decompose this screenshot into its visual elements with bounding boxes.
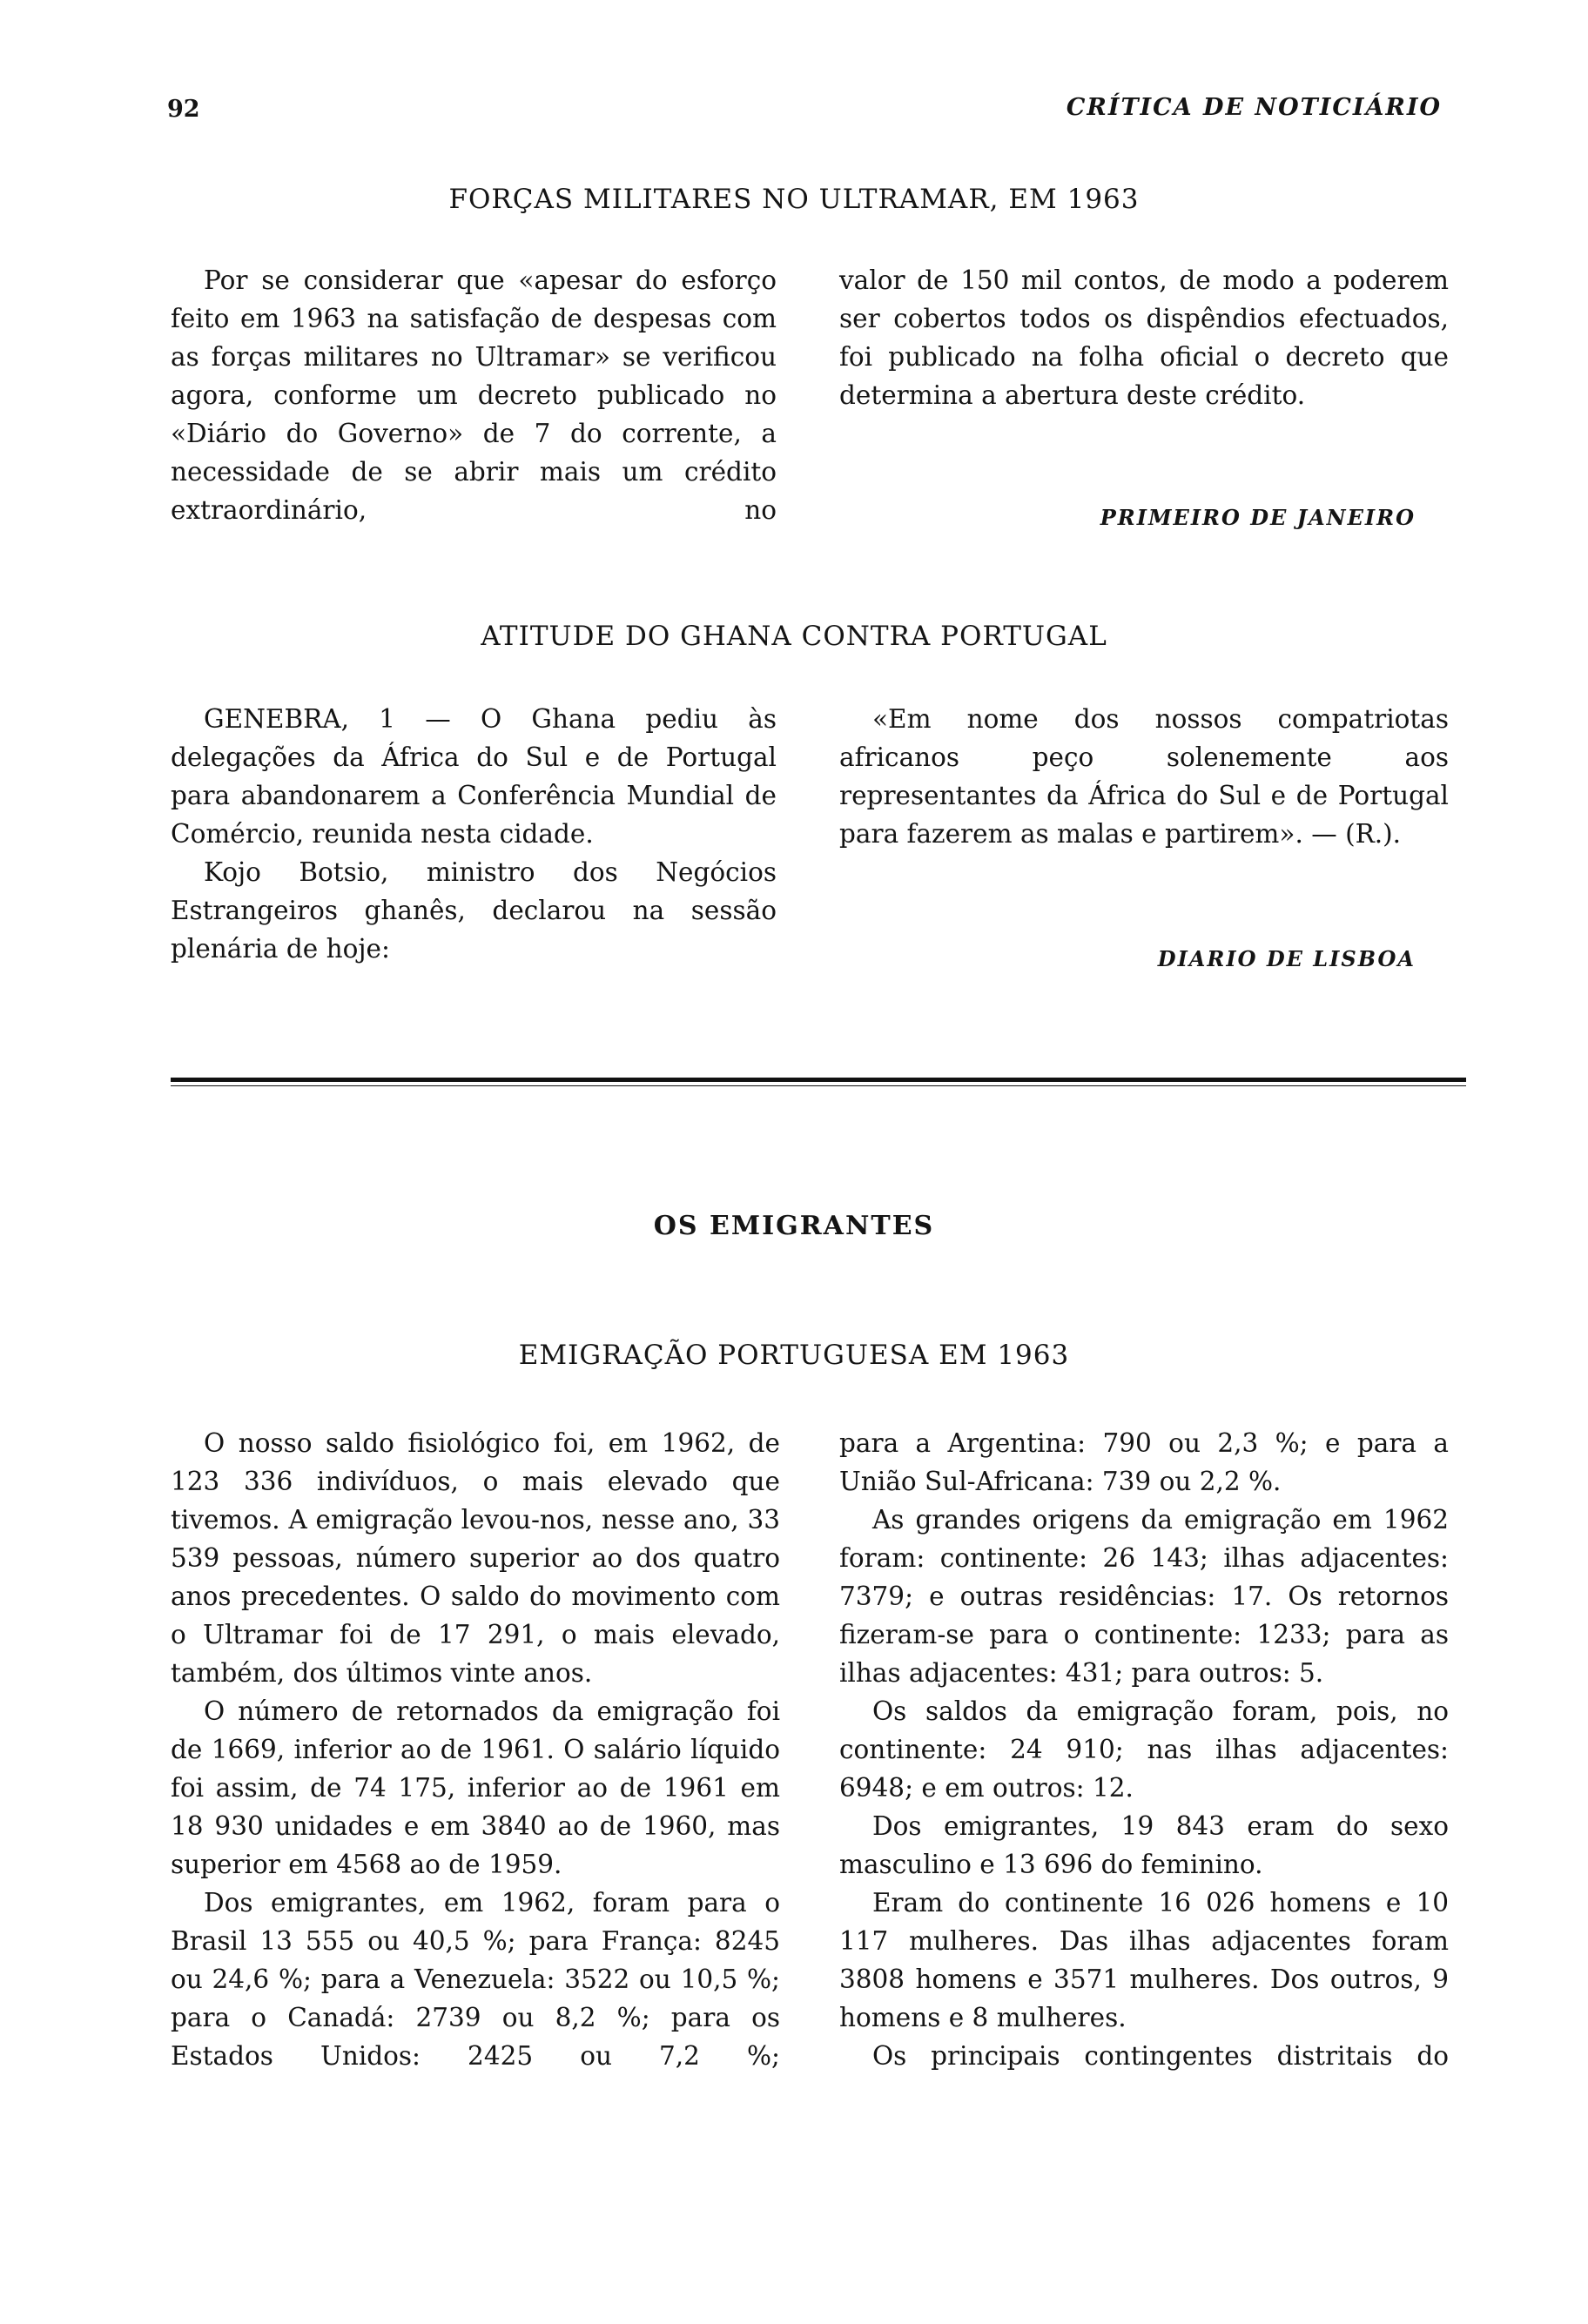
article2-right-column: [839, 700, 1449, 853]
article1-right-paragraph: valor de 150 mil contos, de modo a poderem ser cobertos todos os dispêndios efectuados, foi publicado na folha oficial o decreto que determina a abertura deste crédito.: [839, 265, 1449, 410]
article-title-forcas-militares: FORÇAS MILITARES NO ULTRAMAR, EM 1963: [448, 184, 1140, 215]
article3-right-paragraph-4: Dos emigrantes, 19 843 eram do sexo masculino e 13 696 do feminino.: [839, 1811, 1449, 1879]
article3-left-paragraph-2: O número de retornados da emigração foi de 1669, inferior ao de 1961. O salário líquido foi assim, de 74 175, inferior ao de 1961 em 18 930 unidades e em 3840 ao de 1960, mas superior em 4568 ao de 1959.: [171, 1696, 780, 1879]
article3-right-paragraph-2: As grandes origens da emigração em 1962 foram: continente: 26 143; ilhas adjacentes: 7379; e outras residências: 17. Os retornos fizeram-se para o continente: 1233; para as ilhas adjacentes: 431; para outros: 5.: [839, 1505, 1449, 1688]
article-title-emigracao: EMIGRAÇÃO PORTUGUESA EM 1963: [518, 1340, 1070, 1371]
article1-right-column: [839, 261, 1449, 414]
article3-left-paragraph-3: Dos emigrantes, em 1962, foram para o Brasil 13 555 ou 40,5 %; para França: 8245 ou 24,6 %; para a Venezuela: 3522 ou 10,5 %; para o Canadá: 2739 ou 8,2 %; para os Estados Unidos: 2425 ou 7,2 %;: [171, 1888, 780, 2071]
article1-source: PRIMEIRO DE JANEIRO: [1100, 505, 1416, 530]
article2-right-paragraph-1: «Em nome dos nossos compatriotas africanos peço solenemente aos representantes da África do Sul e de Portugal para fazerem as malas e partirem». — (R.).: [839, 704, 1449, 849]
article1-left-paragraph: Por se considerar que «apesar do esforço feito em 1963 na satisfação de despesas com as forças militares no Ultramar» se verificou agora, conforme um decreto publicado no «Diário do Governo» de 7 do corrente, a necessidade de se abrir mais um crédito extraordinário, no: [171, 265, 777, 525]
section-divider-thick: [171, 1078, 1466, 1082]
article2-source: DIARIO DE LISBOA: [1157, 946, 1416, 971]
running-title: CRÍTICA DE NOTICIÁRIO: [1066, 94, 1442, 121]
article3-right-column: [839, 1424, 1449, 2075]
article3-right-paragraph-6: Os principais contingentes distritais do: [872, 2041, 1449, 2071]
article1-left-column: [171, 261, 777, 529]
article3-left-paragraph-1: O nosso saldo fisiológico foi, em 1962, de 123 336 indivíduos, o mais elevado que tivemos. A emigração levou-nos, nesse ano, 33 539 pessoas, número superior ao dos quatro anos precedentes. O saldo do movimento com o Ultramar foi de 17 291, o mais elevado, também, dos últimos vinte anos.: [171, 1428, 780, 1688]
article3-right-paragraph-5: Eram do continente 16 026 homens e 10 117 mulheres. Das ilhas adjacentes foram 3808 homens e 3571 mulheres. Dos outros, 9 homens e 8 mulheres.: [839, 1888, 1449, 2032]
article2-left-column: [171, 700, 777, 968]
article3-right-paragraph-3: Os saldos da emigração foram, pois, no continente: 24 910; nas ilhas adjacentes: 6948; e em outros: 12.: [839, 1696, 1449, 1803]
article-title-ghana: ATITUDE DO GHANA CONTRA PORTUGAL: [481, 621, 1107, 652]
article3-left-column: [171, 1424, 780, 2075]
page-number: 92: [167, 96, 200, 123]
article3-right-paragraph-1: para a Argentina: 790 ou 2,3 %; e para a União Sul-Africana: 739 ou 2,2 %.: [839, 1428, 1449, 1496]
article2-left-paragraph-2: Kojo Botsio, ministro dos Negócios Estrangeiros ghanês, declarou na sessão plenária de hoje:: [171, 857, 777, 964]
section-title: OS EMIGRANTES: [653, 1211, 935, 1241]
section-divider-thin: [171, 1085, 1466, 1086]
article2-left-paragraph-1: GENEBRA, 1 — O Ghana pediu às delegações da África do Sul e de Portugal para abandonarem a Conferência Mundial de Comércio, reunida nesta cidade.: [171, 704, 777, 849]
